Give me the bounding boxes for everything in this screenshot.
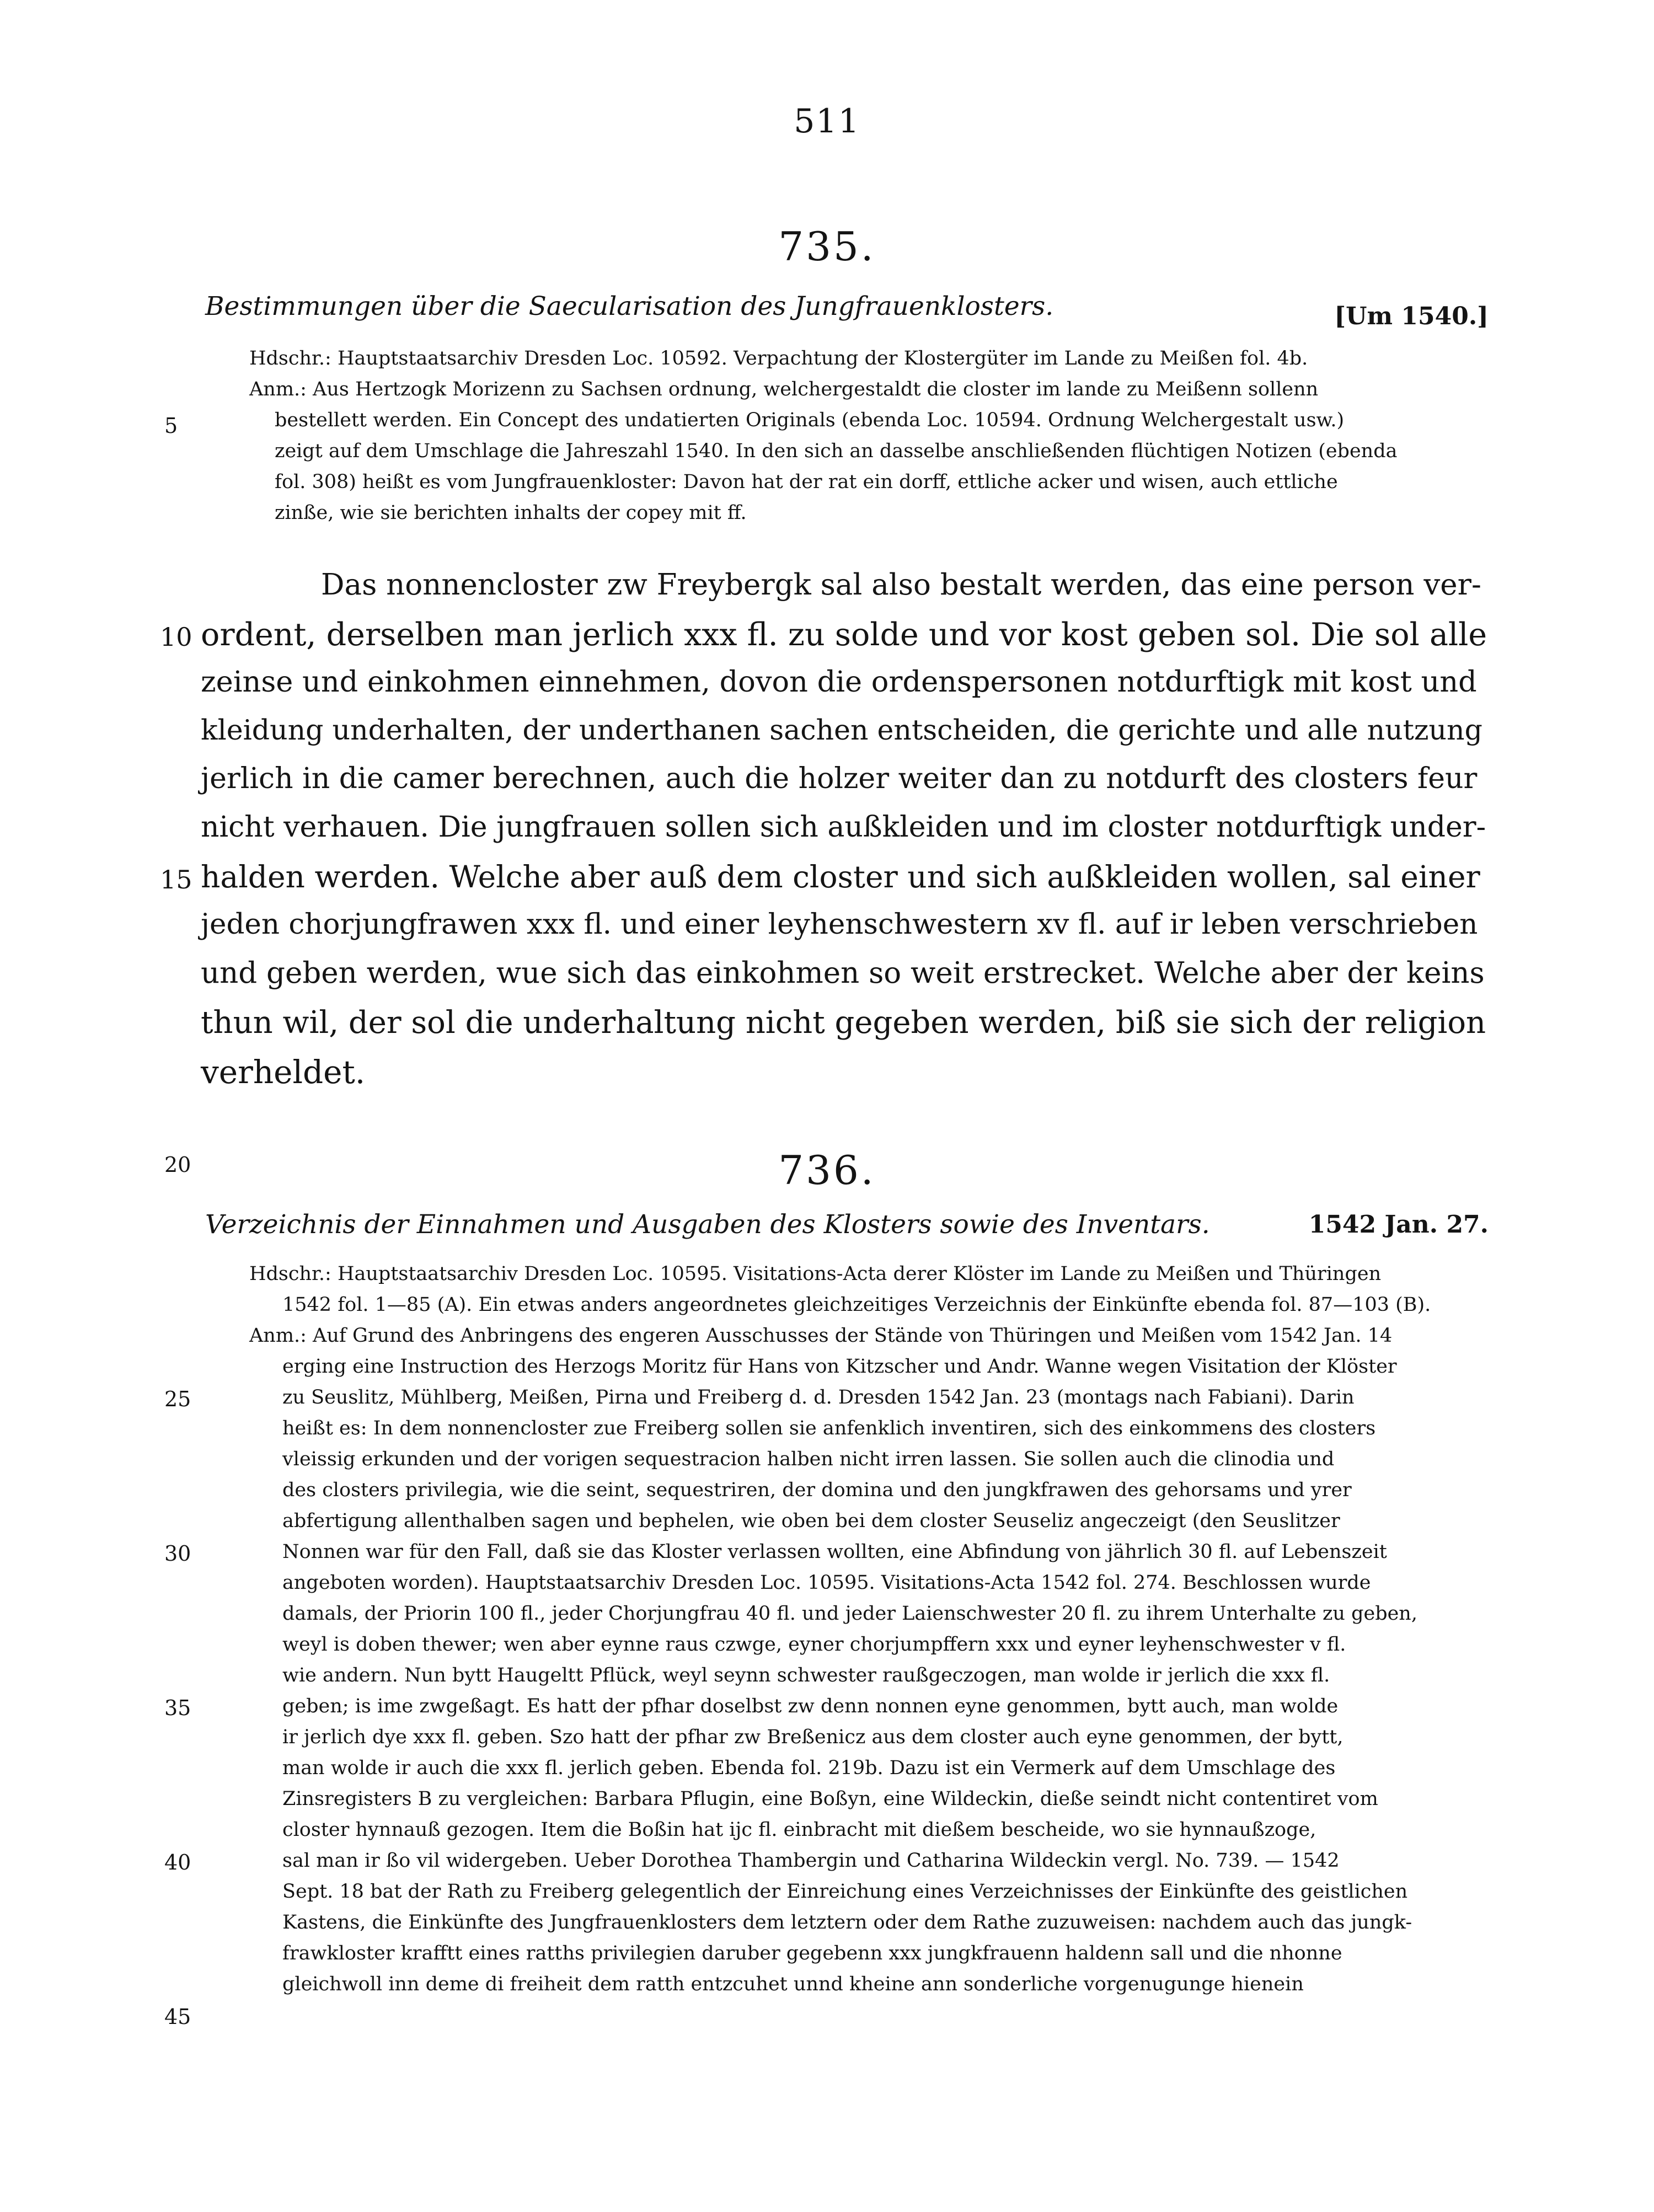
note-line: zeigt auf dem Umschlage die Jahreszahl 1540. In den sich an dasselbe anschließenden flüchtigen Notizen (ebenda [275, 440, 1398, 462]
note-line: Kastens, die Einkünfte des Jungfrauenklosters dem letztern oder dem Rathe zuzuweisen: nachdem auch das jungk- [282, 1911, 1412, 1934]
note-line: Anm.: Aus Hertzogk Morizenn zu Sachsen ordnung, welchergestaldt die closter im lande zu Meißenn sollenn [249, 378, 1319, 400]
body-line: verheldet. [201, 1053, 366, 1091]
note-line: Zinsregisters B zu vergleichen: Barbara Pflugin, eine Boßyn, eine Wildeckin, dieße seindt nicht contentiret vom [282, 1788, 1378, 1810]
entry-date: [Um 1540.] [1334, 302, 1489, 330]
body-line: thun wil, der sol die underhaltung nicht gegeben werden, biß sie sich der religion [201, 1005, 1486, 1041]
note-line: zinße, wie sie berichten inhalts der copey mit ff. [275, 502, 747, 524]
note-line: Anm.: Auf Grund des Anbringens des engeren Ausschusses der Stände von Thüringen und Meißen vom 1542 Jan. 14 [249, 1325, 1393, 1347]
note-line: Hdschr.: Hauptstaatsarchiv Dresden Loc. 10595. Visitations-Acta derer Klöster im Lande zu Meißen und Thüringen [249, 1263, 1382, 1285]
line-number: 30 [164, 1541, 191, 1566]
note-line: frawkloster krafftt eines ratths privilegien daruber gegebenn xxx jungkfrauenn haldenn sall und die nhonne [282, 1942, 1342, 1964]
line-number: 45 [164, 2005, 191, 2029]
note-line: geben; is ime zwgeßagt. Es hatt der pfhar doselbst zw denn nonnen eyne genommen, bytt auch, man wolde [282, 1695, 1339, 1717]
note-line: Nonnen war für den Fall, daß sie das Kloster verlassen wollten, eine Abfindung von jährlich 30 fl. auf Lebenszeit [282, 1541, 1387, 1563]
note-line: vleissig erkunden und der vorigen sequestracion halben nicht irren lassen. Sie sollen auch die clinodia und [282, 1448, 1335, 1470]
note-line: wie andern. Nun bytt Haugeltt Pflück, weyl seynn schwester raußgeczogen, man wolde ir jerlich die xxx fl. [282, 1664, 1330, 1686]
note-line: zu Seuslitz, Mühlberg, Meißen, Pirna und Freiberg d. d. Dresden 1542 Jan. 23 (montags nach Fabiani). Darin [282, 1386, 1355, 1408]
note-line: ir jerlich dye xxx fl. geben. Szo hatt der pfhar zw Breßenicz aus dem closter auch eyne genommen, der bytt, [282, 1726, 1343, 1748]
note-line: Hdschr.: Hauptstaatsarchiv Dresden Loc. 10592. Verpachtung der Klostergüter im Lande zu Meißen fol. 4b. [249, 347, 1308, 369]
note-line: weyl is doben thewer; wen aber eynne raus czwge, eyner chorjumpffern xxx und eyner leyhenschwester v fl. [282, 1633, 1346, 1656]
body-line: jerlich in die camer berechnen, auch die holzer weiter dan zu notdurft des closters feur [201, 762, 1478, 795]
body-line: Das nonnencloster zw Freybergk sal also bestalt werden, das eine person ver- [321, 568, 1481, 602]
line-number: 35 [164, 1696, 191, 1720]
note-line: fol. 308) heißt es vom Jungfrauenkloster: Davon hat der rat ein dorff, ettliche acker und wisen, auch ettliche [275, 471, 1338, 493]
body-line: nicht verhauen. Die jungfrauen sollen sich außkleiden und im closter notdurftigk under- [201, 811, 1486, 844]
body-line: zeinse und einkohmen einnehmen, dovon die ordenspersonen notdurftigk mit kost und [201, 665, 1477, 699]
note-line: bestellett werden. Ein Concept des undatierten Originals (ebenda Loc. 10594. Ordnung Welchergestalt usw.) [275, 409, 1345, 431]
body-line: und geben werden, wue sich das einkohmen so weit erstrecket. Welche aber der keins [201, 956, 1485, 990]
page-number: 511 [794, 102, 860, 141]
entry-number: 736. [778, 1147, 876, 1193]
body-line: halden werden. Welche aber auß dem closter und sich außkleiden wollen, sal einer [201, 859, 1480, 895]
note-line: erging eine Instruction des Herzogs Moritz für Hans von Kitzscher und Andr. Wanne wegen Visitation der Klöster [282, 1356, 1397, 1378]
note-line: closter hynnauß gezogen. Item die Boßin hat ijc fl. einbracht mit dießem bescheide, wo sie hynnaußzoge, [282, 1819, 1316, 1841]
note-line: des closters privilegia, wie die seint, sequestriren, der domina und den jungkfrawen des gehorsams und yrer [282, 1479, 1352, 1501]
body-line: kleidung underhalten, der underthanen sachen entscheiden, die gerichte und alle nutzung [201, 714, 1482, 746]
note-line: sal man ir ßo vil widergeben. Ueber Dorothea Thambergin und Catharina Wildeckin vergl. No. 739. — 1542 [282, 1850, 1340, 1872]
note-line: heißt es: In dem nonnencloster zue Freiberg sollen sie anfenklich inventiren, sich des einkommens des closters [282, 1417, 1376, 1439]
entry-number: 735. [778, 223, 876, 270]
line-number: 20 [164, 1153, 191, 1177]
line-number: 25 [164, 1387, 191, 1411]
note-line: man wolde ir auch die xxx fl. jerlich geben. Ebenda fol. 219b. Dazu ist ein Vermerk auf dem Umschlage des [282, 1757, 1336, 1779]
line-number: 15 [160, 865, 192, 895]
line-number: 10 [160, 622, 192, 652]
entry-title: Bestimmungen über die Saecularisation des Jungfrauenklosters. [205, 291, 1054, 322]
line-number: 5 [164, 414, 178, 438]
entry-date: 1542 Jan. 27. [1308, 1211, 1489, 1239]
note-line: Sept. 18 bat der Rath zu Freiberg gelegentlich der Einreichung eines Verzeichnisses der Einkünfte des geistlichen [282, 1881, 1408, 1903]
note-line: 1542 fol. 1—85 (A). Ein etwas anders angeordnetes gleichzeitiges Verzeichnis der Einkünfte ebenda fol. 87—103 (B). [282, 1294, 1431, 1316]
note-line: abfertigung allenthalben sagen und bephelen, wie oben bei dem closter Seuseliz angeczeigt (den Seuslitzer [282, 1510, 1340, 1532]
note-line: gleichwoll inn deme di freiheit dem ratth entzcuhet unnd kheine ann sonderliche vorgenugunge hienein [282, 1973, 1304, 1995]
entry-title: Verzeichnis der Einnahmen und Ausgaben des Klosters sowie des Inventars. [205, 1209, 1210, 1240]
note-line: angeboten worden). Hauptstaatsarchiv Dresden Loc. 10595. Visitations-Acta 1542 fol. 274. Beschlossen wurde [282, 1572, 1371, 1594]
note-line: damals, der Priorin 100 fl., jeder Chorjungfrau 40 fl. und jeder Laienschwester 20 fl. zu ihrem Unterhalte zu geben, [282, 1603, 1417, 1625]
body-line: jeden chorjungfrawen xxx fl. und einer leyhenschwestern xv fl. auf ir leben verschrieben [201, 908, 1478, 941]
body-line: ordent, derselben man jerlich xxx fl. zu solde und vor kost geben sol. Die sol alle [201, 617, 1487, 653]
line-number: 40 [164, 1850, 191, 1874]
